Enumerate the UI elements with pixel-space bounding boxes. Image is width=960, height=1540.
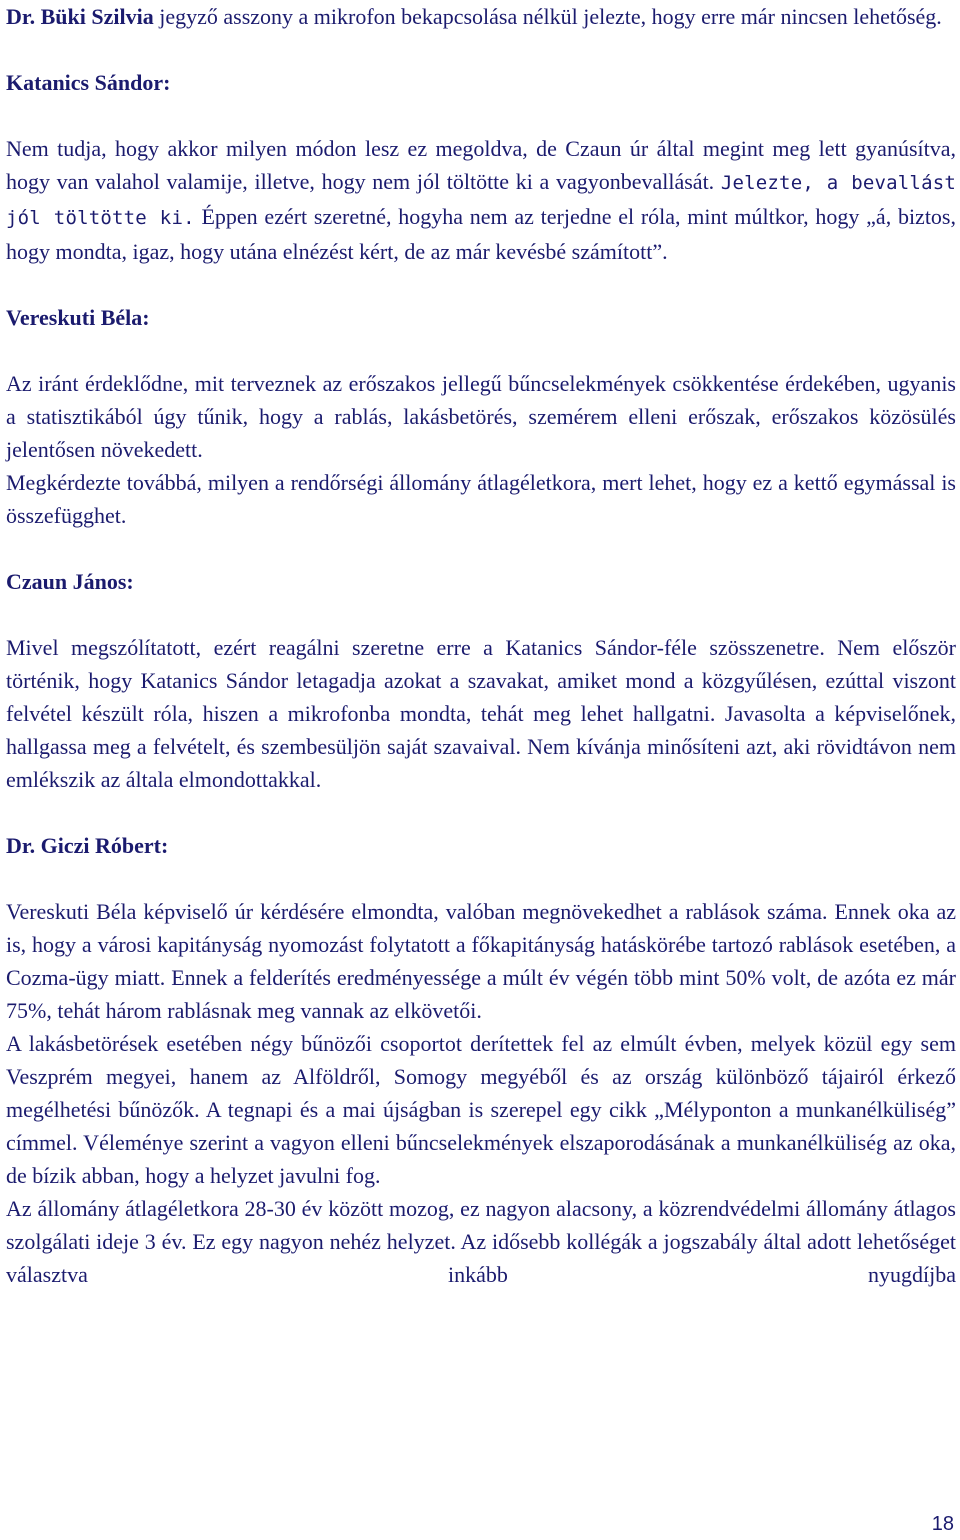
- paragraph-vereskuti-1: Az iránt érdeklődne, mit terveznek az erőszakos jellegű bűncselekmények csökkentése érdekében, ugyanis a statisztikából úgy tűnik, hogy a rablás, lakásbetörés, szemérem elleni erőszak, erőszakos közösülés jelentősen növekedett.: [6, 371, 956, 462]
- speaker-name-buki: Dr. Büki Szilvia: [6, 4, 154, 29]
- paragraph-text: jegyző asszony a mikrofon bekapcsolása nélkül jelezte, hogy erre már nincsen lehetőség.: [153, 4, 942, 29]
- speaker-heading-giczi: Dr. Giczi Róbert:: [6, 833, 169, 858]
- paragraph-vereskuti-2: Megkérdezte továbbá, milyen a rendőrségi állomány átlagéletkora, mert lehet, hogy ez a kettő egymással is összefügghet.: [6, 470, 956, 528]
- spacer: [6, 334, 956, 367]
- paragraph-czaun: Mivel megszólítatott, ezért reagálni szeretne erre a Katanics Sándor-féle szösszenetre. Nem először történik, hogy Katanics Sándor letagadja azokat a szavakat, amiket mond a közgyűlésen, ezúttal viszont felvétel készült róla, hiszen a mikrofonba mondta, tehát meg lehet hallgatni. Javasolta a képviselőnek, hallgassa meg a felvételt, és szembesüljön saját szavaival. Nem kívánja minősíteni azt, aki rövidtávon nem emlékszik az általa elmondottakkal.: [6, 635, 956, 792]
- spacer: [6, 268, 956, 301]
- spacer: [6, 598, 956, 631]
- document-body: [6, 0, 956, 1291]
- paragraph-giczi-1: Vereskuti Béla képviselő úr kérdésére elmondta, valóban megnövekedhet a rablások száma. Ennek oka az is, hogy a városi kapitányság nyomozást folytatott a főkapitányság hatáskörébe tartozó rablások esetében, a Cozma-ügy miatt. Ennek a felderítés eredményessége a múlt év végén több mint 50% volt, de azóta ez már 75%, tehát három rablásnak meg vannak az elkövetői.: [6, 899, 956, 1023]
- speaker-heading-katanics: Katanics Sándor:: [6, 70, 171, 95]
- spacer: [6, 33, 956, 66]
- spacer: [6, 862, 956, 895]
- speaker-heading-vereskuti: Vereskuti Béla:: [6, 305, 150, 330]
- speaker-heading-czaun: Czaun János:: [6, 569, 134, 594]
- paragraph-text: Nem tudja, hogy akkor milyen módon lesz ez megoldva, de Czaun úr által megint meg lett gyanúsítva, hogy van valahol valamije, illetve, hogy nem jól töltötte ki a vagyonbevallását.: [6, 136, 956, 194]
- page-number: 18: [931, 1513, 954, 1535]
- paragraph-text-monospace: Jelezte, a bevallást jól töltötte ki.: [6, 172, 956, 229]
- spacer: [6, 796, 956, 829]
- paragraph-katanics: [6, 132, 956, 268]
- paragraph-buki: [6, 0, 956, 33]
- paragraph-giczi-3: Az állomány átlagéletkora 28-30 év között mozog, ez nagyon alacsony, a közrendvédelmi állomány átlagos szolgálati ideje 3 év. Ez egy nagyon nehéz helyzet. Az idősebb kollégák a jogszabály által adott lehetőséget választva inkább nyugdíjba: [6, 1196, 956, 1287]
- paragraph-giczi-2: A lakásbetörések esetében négy bűnözői csoportot derítettek fel az elmúlt évben, melyek közül egy sem Veszprém megyei, hanem az Alföldről, Somogy megyéből és az ország különböző tájairól érkező megélhetési bűnözők. A tegnapi és a mai újságban is szerepel egy cikk „Mélyponton a munkanélküliség” címmel. Véleménye szerint a vagyon elleni bűncselekmények elszaporodásának a munkanélküliség az oka, de bízik abban, hogy a helyzet javulni fog.: [6, 1031, 956, 1188]
- spacer: [6, 99, 956, 132]
- spacer: [6, 532, 956, 565]
- paragraph-text: Éppen ezért szeretné, hogyha nem az terjedne el róla, mint múltkor, hogy „á, biztos, hogy mondta, igaz, hogy utána elnézést kért, de az már kevésbé számított”.: [6, 204, 956, 264]
